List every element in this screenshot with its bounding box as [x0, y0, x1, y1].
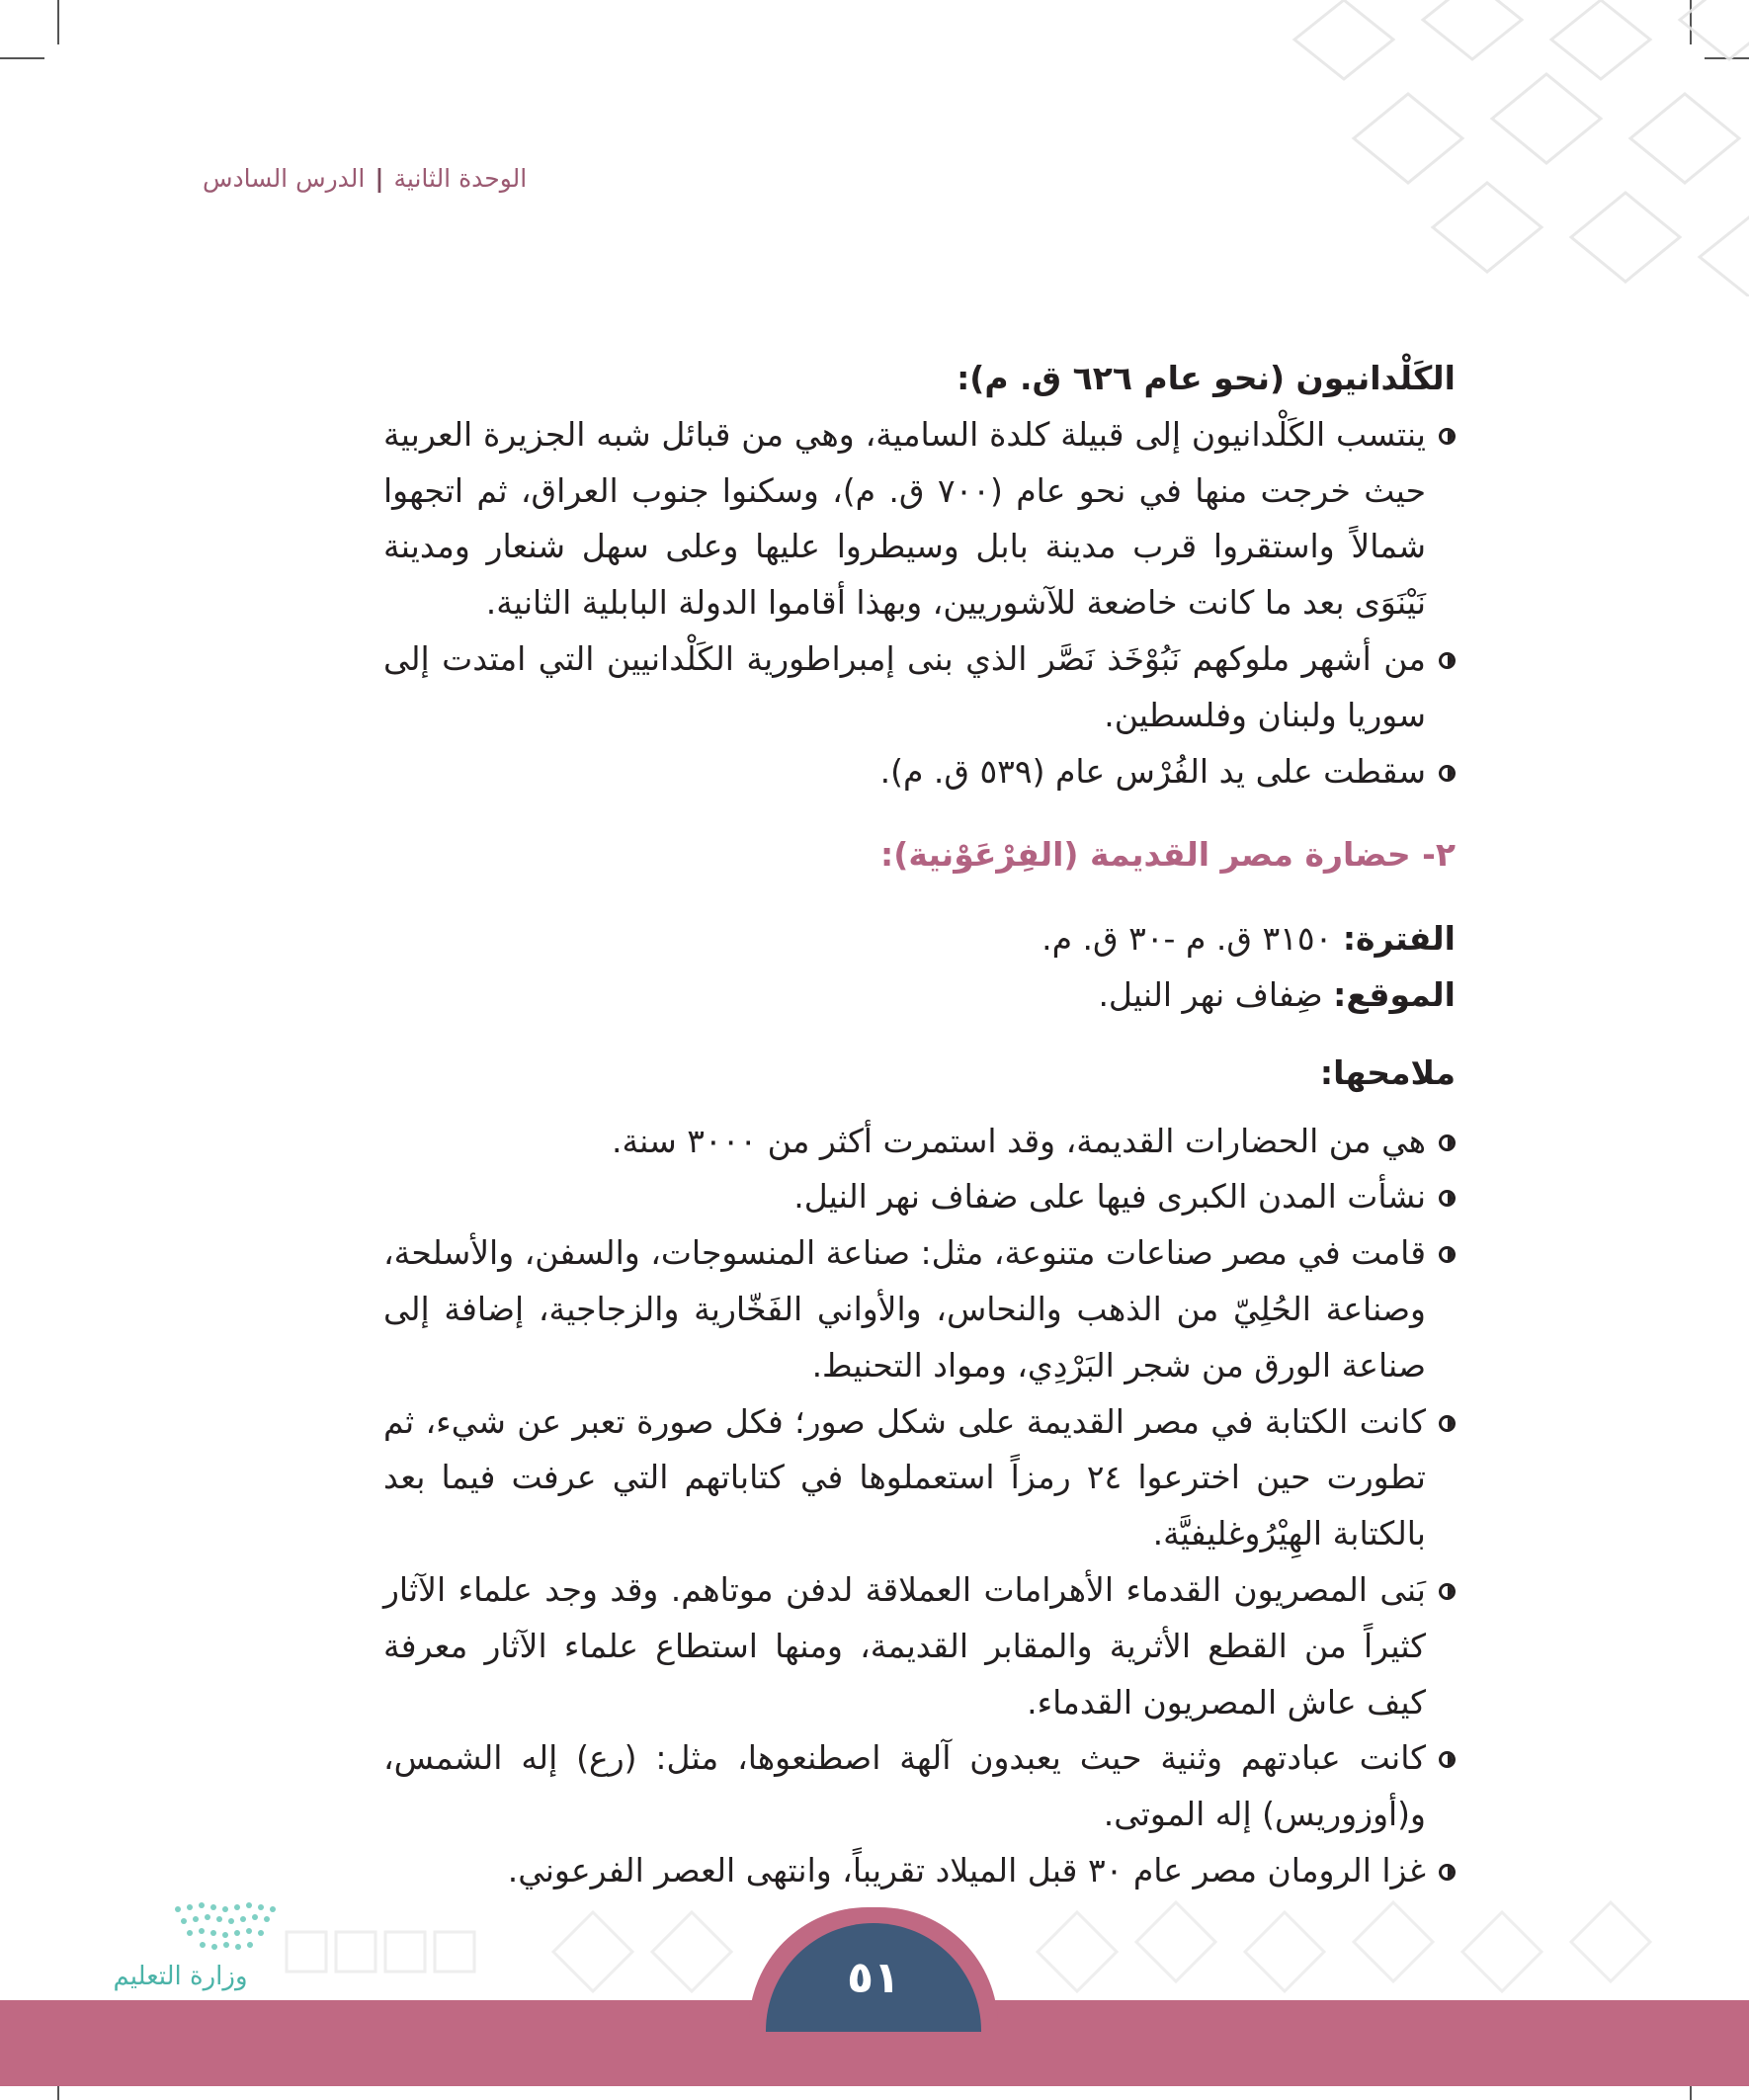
- ministry-logo-icon: [94, 1897, 321, 2016]
- location-line: [383, 967, 1456, 1024]
- unit-title: الوحدة الثانية: [393, 164, 528, 193]
- bullet-icon: [1439, 1134, 1456, 1151]
- bullet-icon: [1439, 1864, 1456, 1881]
- list-item: كانت عبادتهم وثنية حيث يعبدون آلهة اصطنعوها، مثل: (رع) إله الشمس، و(أوزوريس) إله الموتى.: [383, 1730, 1456, 1843]
- ministry-name: وزارة التعليم: [113, 1962, 248, 1991]
- location-label: الموقع:: [1333, 974, 1456, 1014]
- list-item: نشأت المدن الكبرى فيها على ضفاف نهر النيل.: [383, 1169, 1456, 1225]
- features-heading: ملامحها:: [1319, 1052, 1456, 1092]
- bullet-icon: [1439, 428, 1456, 445]
- list-item: ينتسب الكَلْدانيون إلى قبيلة كلدة السامية، وهي من قبائل شبه الجزيرة العربية حيث خرجت منها في نحو عام (٧٠٠ ق. م)، وسكنوا جنوب العراق، ثم اتجهوا شمالاً واستقروا قرب مدينة بابل وسيطروا عليها وعلى سهل شنعار ومدينة نَيْنَوَى بعد ما كانت خاضعة للآشوريين، وبهذا أقاموا الدولة البابلية الثانية.: [383, 407, 1456, 631]
- crop-mark: [57, 0, 59, 44]
- list-item: هي من الحضارات القديمة، وقد استمرت أكثر من ٣٠٠٠ سنة.: [383, 1114, 1456, 1170]
- list-item: بَنى المصريون القدماء الأهرامات العملاقة لدفن موتاهم. وقد وجد علماء الآثار كثيراً من القطع الأثرية والمقابر القديمة، ومنها استطاع علماء الآثار معرفة كيف عاش المصريون القدماء.: [383, 1562, 1456, 1730]
- bullet-icon: [1439, 1583, 1456, 1600]
- bullet-icon: [1439, 765, 1456, 782]
- bullet-icon: [1439, 1246, 1456, 1263]
- chaldeans-heading: الكَلْدانيون (نحو عام ٦٢٦ ق. م):: [957, 359, 1456, 397]
- list-item: سقطت على يد الفُرْس عام (٥٣٩ ق. م).: [383, 744, 1456, 800]
- page-header: [203, 164, 667, 193]
- bullet-icon: [1439, 1415, 1456, 1432]
- list-item: من أشهر ملوكهم نَبُوْخَذ نَصَّر الذي بنى إمبراطورية الكَلْدانيين التي امتدت إلى سوريا ولبنان وفلسطين.: [383, 631, 1456, 744]
- crop-mark: [0, 57, 44, 59]
- lesson-content: [383, 351, 1456, 1899]
- decorative-pattern: [1235, 0, 1749, 296]
- location-value: ضِفاف نهر النيل.: [1098, 974, 1323, 1014]
- bullet-icon: [1439, 652, 1456, 669]
- lesson-title: الدرس السادس: [203, 164, 366, 193]
- page-number: ٥١: [766, 1923, 981, 2032]
- period-label: الفترة:: [1342, 919, 1456, 959]
- bullet-icon: [1439, 1190, 1456, 1207]
- list-item: قامت في مصر صناعات متنوعة، مثل: صناعة المنسوجات، والسفن، والأسلحة، وصناعة الحُلِيّ من الذهب والنحاس، والأواني الفَخّارية والزجاجية، إضافة إلى صناعة الورق من شجر البَرْدِي، ومواد التحنيط.: [383, 1225, 1456, 1393]
- period-line: [383, 911, 1456, 967]
- list-item: غزا الرومان مصر عام ٣٠ قبل الميلاد تقريباً، وانتهى العصر الفرعوني.: [383, 1843, 1456, 1899]
- bullet-icon: [1439, 1751, 1456, 1768]
- header-separator: |: [375, 164, 384, 193]
- egypt-heading: ٢- حضارة مصر القديمة (الفِرْعَوْنية):: [880, 835, 1456, 875]
- list-item: كانت الكتابة في مصر القديمة على شكل صور؛ فكل صورة تعبر عن شيء، ثم تطورت حين اخترعوا ٢٤ رمزاً استعملوها في كتاباتهم التي عرفت فيما بعد بالكتابة الهِيْرُوغليفيَّة.: [383, 1394, 1456, 1562]
- period-value: ٣١٥٠ ق. م -٣٠ ق. م.: [1041, 919, 1333, 959]
